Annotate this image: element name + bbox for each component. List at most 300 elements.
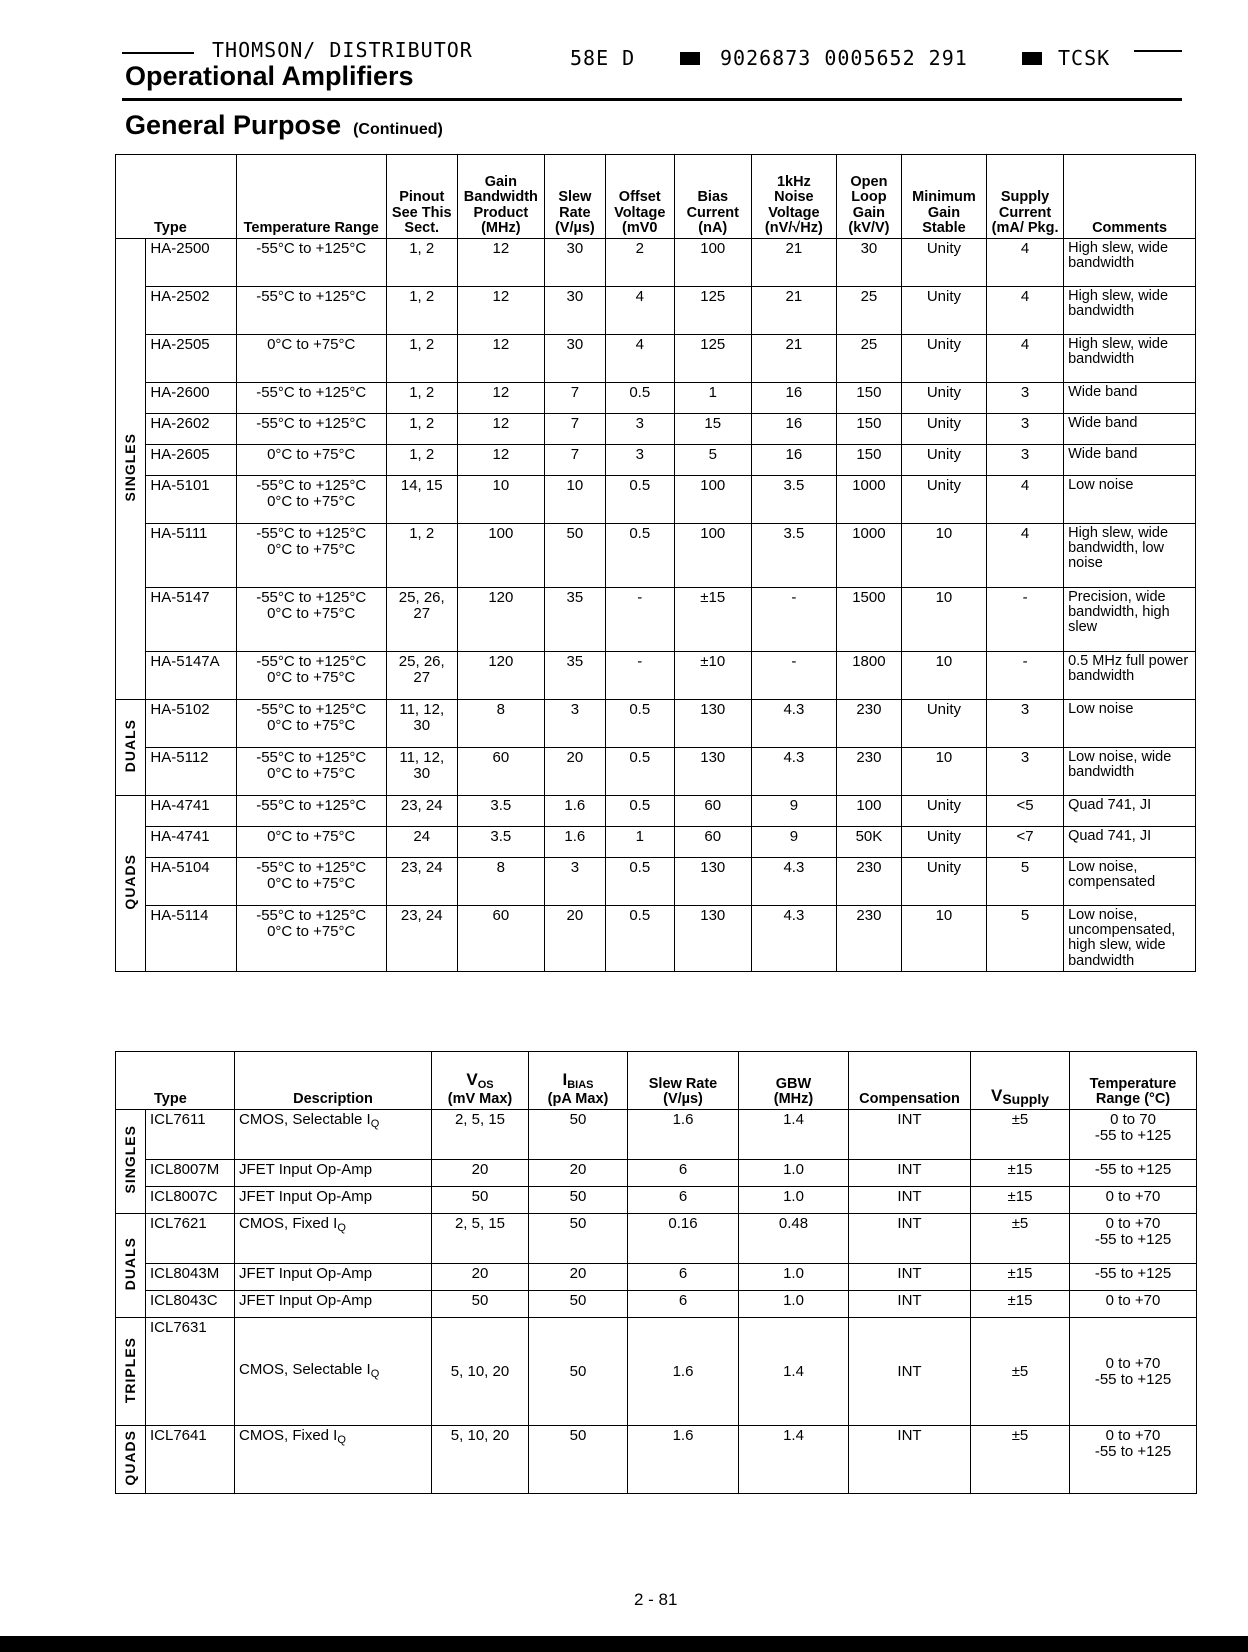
table-row [116, 524, 1196, 588]
temp-label: Temperature [1089, 1075, 1177, 1092]
temperature-cell: -55°C to +125°C [236, 383, 386, 414]
ha-opamp-table [115, 154, 1196, 972]
min-gain-cell: Unity [901, 383, 986, 414]
supply-cell: 3 [987, 414, 1064, 445]
gain-cell: 100 [836, 796, 901, 827]
description-text: CMOS, Selectable I [239, 1361, 371, 1379]
vos-symbol: V [466, 1070, 478, 1090]
noise-cell: 4.3 [751, 700, 836, 748]
min-gain-cell: Unity [901, 858, 986, 906]
vos-cell: 20 [432, 1264, 529, 1291]
col-header-vsupply [971, 1052, 1070, 1110]
temperature-cell: 0°C to +75°C [236, 335, 386, 383]
col-header-gbw [739, 1052, 849, 1110]
temperature-cell: -55°C to +125°C 0°C to +75°C [236, 476, 386, 524]
compensation-cell: INT [849, 1187, 971, 1214]
description-subscript: Q [370, 1118, 380, 1130]
type-cell: HA-5101 [146, 476, 236, 524]
vos-cell: 5, 10, 20 [432, 1318, 529, 1426]
description-cell [235, 1264, 432, 1291]
bias-cell: 60 [674, 796, 751, 827]
col-header-min-gain: Minimum Gain Stable [901, 155, 986, 239]
offset-cell: 2 [605, 239, 674, 287]
comments-cell: Low noise, compensated [1064, 858, 1196, 906]
table-row [116, 906, 1196, 972]
bias-cell: 5 [674, 445, 751, 476]
pinout-cell: 1, 2 [386, 239, 457, 287]
table-row [116, 445, 1196, 476]
slew-cell: 35 [544, 652, 605, 700]
compensation-cell: INT [849, 1291, 971, 1318]
table-row [116, 239, 1196, 287]
noise-cell: 16 [751, 383, 836, 414]
group-label: SINGLES [122, 432, 139, 502]
table-row [116, 383, 1196, 414]
gbw-cell: 1.0 [739, 1187, 849, 1214]
temperature-cell: 0°C to +75°C [236, 827, 386, 858]
page-number: 2 - 81 [634, 1590, 678, 1609]
group-label-cell [116, 1110, 146, 1214]
bias-cell: 15 [674, 414, 751, 445]
gbw-label: GBW [775, 1075, 812, 1092]
type-cell: HA-4741 [146, 796, 236, 827]
comments-cell: High slew, wide bandwidth, low noise [1064, 524, 1196, 588]
noise-cell: - [751, 652, 836, 700]
slew-cell: 7 [544, 414, 605, 445]
ibias-cell: 20 [529, 1264, 628, 1291]
min-gain-cell: Unity [901, 239, 986, 287]
temperature-cell: -55°C to +125°C [236, 414, 386, 445]
noise-cell: 4.3 [751, 748, 836, 796]
table-row [116, 588, 1196, 652]
gbw-cell: 0.48 [739, 1214, 849, 1264]
group-label-cell [116, 796, 146, 972]
vsupply-subscript: Supply [1002, 1091, 1049, 1108]
description-cell [235, 1291, 432, 1318]
table-row [116, 287, 1196, 335]
table-header-row [116, 155, 1196, 239]
offset-cell: - [605, 652, 674, 700]
min-gain-cell: Unity [901, 827, 986, 858]
gbw-cell: 10 [457, 476, 544, 524]
noise-cell: 3.5 [751, 524, 836, 588]
min-gain-cell: Unity [901, 700, 986, 748]
bias-cell: 100 [674, 476, 751, 524]
gbw-cell: 120 [457, 588, 544, 652]
bias-cell: ±15 [674, 588, 751, 652]
supply-cell: 3 [987, 445, 1064, 476]
compensation-cell: INT [849, 1264, 971, 1291]
supply-cell: 3 [987, 700, 1064, 748]
title-rule [122, 98, 1182, 101]
type-cell: ICL8043C [146, 1291, 235, 1318]
type-cell: HA-2500 [146, 239, 236, 287]
gain-cell: 1000 [836, 476, 901, 524]
ibias-subscript: BIAS [567, 1079, 594, 1092]
slew-cell: 50 [544, 524, 605, 588]
type-cell: HA-2505 [146, 335, 236, 383]
col-header-compensation: Compensation [849, 1052, 971, 1110]
bias-cell: 60 [674, 827, 751, 858]
vsupply-cell: ±5 [971, 1214, 1070, 1264]
description-subscript: Q [337, 1222, 346, 1234]
temperature-cell: -55°C to +125°C 0°C to +75°C [236, 652, 386, 700]
ibias-cell: 50 [529, 1110, 628, 1160]
slew-cell: 7 [544, 383, 605, 414]
gbw-cell: 12 [457, 287, 544, 335]
col-header-type: Type [116, 155, 237, 239]
ibias-cell: 50 [529, 1291, 628, 1318]
bias-cell: 1 [674, 383, 751, 414]
ibias-cell: 20 [529, 1160, 628, 1187]
description-text: JFET Input Op-Amp [239, 1265, 373, 1282]
temperature-cell: 0 to +70 [1070, 1187, 1197, 1214]
gbw-cell: 1.0 [739, 1291, 849, 1318]
description-cell [235, 1110, 432, 1160]
col-header-offset: Offset Voltage (mV0 [605, 155, 674, 239]
vos-subscript: OS [477, 1079, 494, 1092]
min-gain-cell: Unity [901, 335, 986, 383]
description-text: CMOS, Fixed I [239, 1215, 338, 1232]
ibias-unit: (pA Max) [547, 1090, 609, 1107]
noise-cell: - [751, 588, 836, 652]
group-label: DUALS [122, 1237, 139, 1291]
gbw-cell: 12 [457, 445, 544, 476]
bias-cell: 130 [674, 858, 751, 906]
type-cell: HA-2605 [146, 445, 236, 476]
gbw-cell: 12 [457, 239, 544, 287]
vos-cell: 50 [432, 1291, 529, 1318]
type-cell: ICL8007C [146, 1187, 235, 1214]
min-gain-cell: Unity [901, 287, 986, 335]
temperature-cell: -55°C to +125°C 0°C to +75°C [236, 700, 386, 748]
gain-cell: 25 [836, 335, 901, 383]
temperature-cell: 0 to +70 -55 to +125 [1070, 1426, 1197, 1494]
section-title [125, 110, 443, 141]
offset-cell: 0.5 [605, 796, 674, 827]
comments-cell: 0.5 MHz full power bandwidth [1064, 652, 1196, 700]
noise-cell: 9 [751, 827, 836, 858]
pinout-cell: 25, 26, 27 [386, 588, 457, 652]
pinout-cell: 14, 15 [386, 476, 457, 524]
vsupply-symbol: V [990, 1086, 1003, 1106]
supply-cell: <5 [987, 796, 1064, 827]
noise-cell: 21 [751, 239, 836, 287]
description-text: CMOS, Fixed I [239, 1427, 338, 1444]
comments-cell: Wide band [1064, 414, 1196, 445]
min-gain-cell: Unity [901, 476, 986, 524]
ibias-symbol: I [562, 1070, 568, 1090]
gbw-cell: 12 [457, 335, 544, 383]
group-label-cell [116, 1318, 146, 1426]
type-cell: ICL7621 [146, 1214, 235, 1264]
gbw-cell: 8 [457, 858, 544, 906]
type-cell: HA-4741 [146, 827, 236, 858]
slew-cell: 3 [544, 858, 605, 906]
offset-cell: - [605, 588, 674, 652]
supply-cell: <7 [987, 827, 1064, 858]
temperature-cell: 0 to +70 -55 to +125 [1070, 1214, 1197, 1264]
comments-cell: Quad 741, JI [1064, 796, 1196, 827]
distributor-label: THOMSON/ DISTRIBUTOR [212, 38, 473, 62]
slew-cell: 10 [544, 476, 605, 524]
slew-unit: (V/µs) [663, 1090, 703, 1107]
section-title-note: (Continued) [353, 121, 443, 138]
type-cell: HA-5104 [146, 858, 236, 906]
group-label: QUADS [122, 1429, 139, 1486]
supply-cell: 5 [987, 906, 1064, 972]
vsupply-cell: ±15 [971, 1264, 1070, 1291]
col-header-slew: Slew Rate (V/µs) [544, 155, 605, 239]
supply-cell: - [987, 588, 1064, 652]
comments-cell: Low noise, wide bandwidth [1064, 748, 1196, 796]
gain-cell: 230 [836, 906, 901, 972]
col-header-slew-rate [628, 1052, 739, 1110]
slew-cell: 6 [628, 1291, 739, 1318]
gbw-unit: (MHz) [773, 1090, 814, 1107]
page-title: Operational Amplifiers [125, 61, 414, 91]
table-row [116, 1160, 1197, 1187]
col-header-type: Type [116, 1052, 235, 1110]
offset-cell: 0.5 [605, 476, 674, 524]
slew-cell: 1.6 [628, 1426, 739, 1494]
gain-cell: 50K [836, 827, 901, 858]
description-cell [235, 1187, 432, 1214]
gbw-cell: 1.0 [739, 1160, 849, 1187]
slew-cell: 7 [544, 445, 605, 476]
section-title-text: General Purpose [125, 110, 342, 140]
vsupply-cell: ±5 [971, 1426, 1070, 1494]
table-row [116, 748, 1196, 796]
gain-cell: 230 [836, 858, 901, 906]
col-header-comments: Comments [1064, 155, 1196, 239]
bias-cell: 100 [674, 239, 751, 287]
table-row [116, 1214, 1197, 1264]
supply-cell: 3 [987, 748, 1064, 796]
slew-cell: 6 [628, 1160, 739, 1187]
slew-cell: 0.16 [628, 1214, 739, 1264]
type-cell: HA-2502 [146, 287, 236, 335]
gain-cell: 230 [836, 748, 901, 796]
pinout-cell: 1, 2 [386, 287, 457, 335]
vsupply-cell: ±5 [971, 1110, 1070, 1160]
slew-cell: 20 [544, 906, 605, 972]
col-header-description: Description [235, 1052, 432, 1110]
offset-cell: 3 [605, 445, 674, 476]
pinout-cell: 23, 24 [386, 796, 457, 827]
gain-cell: 230 [836, 700, 901, 748]
temperature-cell: 0 to 70 -55 to +125 [1070, 1110, 1197, 1160]
pinout-cell: 1, 2 [386, 383, 457, 414]
group-label: QUADS [122, 853, 139, 910]
offset-cell: 4 [605, 287, 674, 335]
comments-cell: Wide band [1064, 445, 1196, 476]
col-header-gbw: Gain Bandwidth Product (MHz) [457, 155, 544, 239]
temperature-cell: -55°C to +125°C 0°C to +75°C [236, 588, 386, 652]
comments-cell: Quad 741, JI [1064, 827, 1196, 858]
min-gain-cell: 10 [901, 748, 986, 796]
offset-cell: 0.5 [605, 700, 674, 748]
slew-cell: 30 [544, 239, 605, 287]
noise-cell: 16 [751, 445, 836, 476]
type-cell: HA-5112 [146, 748, 236, 796]
min-gain-cell: Unity [901, 796, 986, 827]
temperature-cell: -55°C to +125°C [236, 287, 386, 335]
description-subscript: Q [337, 1434, 346, 1446]
type-cell: HA-5114 [146, 906, 236, 972]
supply-cell: - [987, 652, 1064, 700]
supply-cell: 3 [987, 383, 1064, 414]
vsupply-cell: ±15 [971, 1187, 1070, 1214]
type-cell: ICL8007M [146, 1160, 235, 1187]
comments-cell: Precision, wide bandwidth, high slew [1064, 588, 1196, 652]
vos-cell: 2, 5, 15 [432, 1110, 529, 1160]
supply-cell: 4 [987, 239, 1064, 287]
type-cell: HA-5111 [146, 524, 236, 588]
header-rule-left [122, 52, 194, 54]
description-cell [235, 1214, 432, 1264]
type-cell: ICL7631 [146, 1318, 235, 1426]
gbw-cell: 1.4 [739, 1318, 849, 1426]
supply-cell: 5 [987, 858, 1064, 906]
header-rule-right [1134, 50, 1182, 52]
noise-cell: 16 [751, 414, 836, 445]
table-row [116, 858, 1196, 906]
gbw-cell: 1.4 [739, 1426, 849, 1494]
group-label-cell [116, 1214, 146, 1318]
col-header-noise: 1kHz Noise Voltage (nV/√Hz) [751, 155, 836, 239]
noise-cell: 4.3 [751, 858, 836, 906]
gain-cell: 150 [836, 445, 901, 476]
offset-cell: 0.5 [605, 906, 674, 972]
group-label-cell [116, 239, 146, 700]
group-label: TRIPLES [122, 1336, 139, 1403]
table-row [116, 1187, 1197, 1214]
min-gain-cell: Unity [901, 414, 986, 445]
bias-cell: 125 [674, 335, 751, 383]
table-row [116, 827, 1196, 858]
comments-cell: Wide band [1064, 383, 1196, 414]
pinout-cell: 11, 12, 30 [386, 748, 457, 796]
pinout-cell: 1, 2 [386, 335, 457, 383]
vos-cell: 20 [432, 1160, 529, 1187]
slew-cell: 1.6 [628, 1110, 739, 1160]
gain-cell: 1800 [836, 652, 901, 700]
bias-cell: ±10 [674, 652, 751, 700]
gain-cell: 150 [836, 414, 901, 445]
vos-cell: 50 [432, 1187, 529, 1214]
pinout-cell: 25, 26, 27 [386, 652, 457, 700]
temperature-cell: -55 to +125 [1070, 1264, 1197, 1291]
slew-cell: 1.6 [544, 796, 605, 827]
noise-cell: 4.3 [751, 906, 836, 972]
temp-unit: Range (°C) [1095, 1090, 1171, 1107]
slew-cell: 1.6 [544, 827, 605, 858]
supply-cell: 4 [987, 287, 1064, 335]
offset-cell: 0.5 [605, 524, 674, 588]
black-square-icon [680, 50, 700, 68]
gbw-cell: 1.4 [739, 1110, 849, 1160]
offset-cell: 0.5 [605, 748, 674, 796]
comments-cell: High slew, wide bandwidth [1064, 287, 1196, 335]
table-row [116, 652, 1196, 700]
min-gain-cell: 10 [901, 524, 986, 588]
table-row [116, 700, 1196, 748]
min-gain-cell: Unity [901, 445, 986, 476]
temperature-cell: 0°C to +75°C [236, 445, 386, 476]
group-label-cell [116, 1426, 146, 1494]
bias-cell: 130 [674, 700, 751, 748]
gain-cell: 150 [836, 383, 901, 414]
temperature-cell: -55°C to +125°C 0°C to +75°C [236, 524, 386, 588]
table-row [116, 476, 1196, 524]
description-text: JFET Input Op-Amp [239, 1292, 373, 1309]
scan-edge-bar [0, 1636, 1248, 1652]
description-cell [235, 1426, 432, 1494]
supply-cell: 4 [987, 524, 1064, 588]
header-code-1: 58E D [570, 46, 636, 70]
vos-unit: (mV Max) [447, 1090, 513, 1107]
gbw-cell: 100 [457, 524, 544, 588]
bias-cell: 100 [674, 524, 751, 588]
slew-cell: 35 [544, 588, 605, 652]
compensation-cell: INT [849, 1318, 971, 1426]
vsupply-cell: ±5 [971, 1318, 1070, 1426]
ibias-cell: 50 [529, 1214, 628, 1264]
description-subscript: Q [370, 1368, 380, 1381]
supply-cell: 4 [987, 335, 1064, 383]
gbw-cell: 60 [457, 748, 544, 796]
pinout-cell: 23, 24 [386, 906, 457, 972]
type-cell: HA-2602 [146, 414, 236, 445]
col-header-vos [432, 1052, 529, 1110]
gain-cell: 25 [836, 287, 901, 335]
pinout-cell: 1, 2 [386, 524, 457, 588]
gbw-cell: 8 [457, 700, 544, 748]
gain-cell: 1000 [836, 524, 901, 588]
offset-cell: 4 [605, 335, 674, 383]
group-label: DUALS [122, 719, 139, 773]
comments-cell: High slew, wide bandwidth [1064, 239, 1196, 287]
black-square-icon [1022, 50, 1042, 68]
bias-cell: 130 [674, 906, 751, 972]
offset-cell: 0.5 [605, 383, 674, 414]
table-row [116, 1110, 1197, 1160]
temperature-cell: -55°C to +125°C 0°C to +75°C [236, 858, 386, 906]
table-row [116, 796, 1196, 827]
type-cell: HA-5147 [146, 588, 236, 652]
group-label: SINGLES [122, 1125, 139, 1194]
gbw-cell: 1.0 [739, 1264, 849, 1291]
gbw-cell: 12 [457, 383, 544, 414]
slew-cell: 6 [628, 1264, 739, 1291]
gain-cell: 30 [836, 239, 901, 287]
description-text: CMOS, Selectable I [239, 1111, 371, 1128]
slew-cell: 20 [544, 748, 605, 796]
slew-cell: 6 [628, 1187, 739, 1214]
compensation-cell: INT [849, 1426, 971, 1494]
gbw-cell: 3.5 [457, 827, 544, 858]
comments-cell: High slew, wide bandwidth [1064, 335, 1196, 383]
temperature-cell: -55°C to +125°C 0°C to +75°C [236, 906, 386, 972]
table-header-row [116, 1052, 1197, 1110]
table-row [116, 1291, 1197, 1318]
icl-opamp-table [115, 1051, 1197, 1494]
noise-cell: 9 [751, 796, 836, 827]
comments-cell: Low noise [1064, 476, 1196, 524]
bias-cell: 130 [674, 748, 751, 796]
compensation-cell: INT [849, 1160, 971, 1187]
